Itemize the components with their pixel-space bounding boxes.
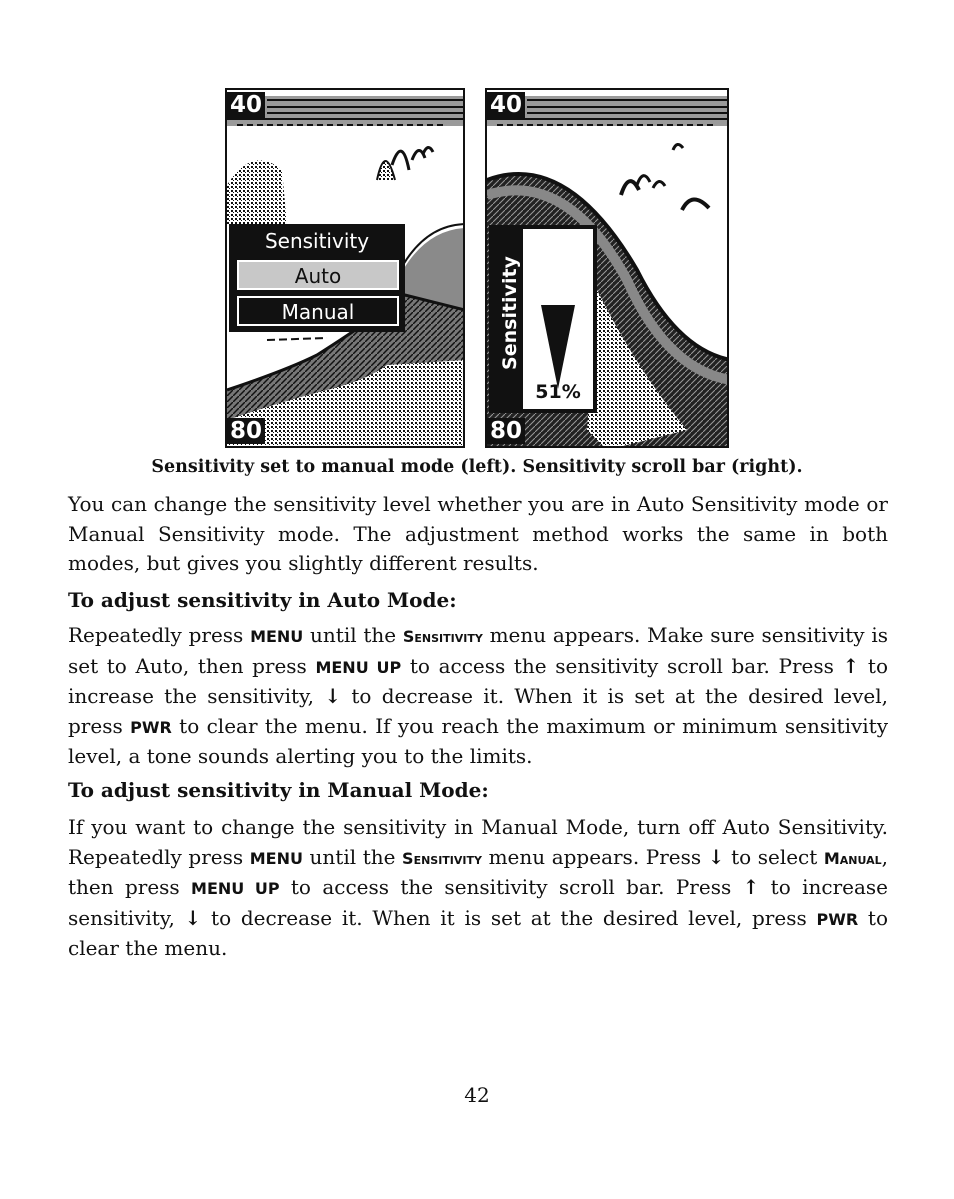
sonar-screen-right — [485, 88, 729, 448]
sonar-screen-left — [225, 88, 465, 448]
up-arrow-icon: ↑ — [842, 653, 860, 678]
text-run: menu appears. Make sure sensitivity is set to Auto, then press — [68, 623, 889, 678]
menu-name-sensitivity: Sensitivity — [402, 627, 483, 646]
text-run: until the — [303, 623, 403, 647]
text-run: until the — [302, 844, 403, 869]
key-menu: MENU — [250, 627, 304, 646]
intro-paragraph: You can change the sensitivity level whether you are in Auto Sensitivity mode or Manual Sensitivity mode. The adjustment method works the same in both modes, but gives you slightly different results. — [68, 492, 888, 575]
page-number: 42 — [464, 1083, 490, 1107]
text-run: Repeatedly press — [68, 623, 251, 647]
figure-caption: Sensitivity set to manual mode (left). Sensitivity scroll bar (right). — [151, 457, 803, 477]
key-menu: MENU — [249, 848, 303, 868]
depth-bottom-label: 80 — [227, 418, 265, 444]
text-run: to clear the menu. — [68, 905, 888, 960]
text-run: to access the sensitivity scroll bar. Press — [279, 875, 743, 899]
key-pwr: PWR — [130, 717, 172, 737]
text-run: menu appears. Press — [481, 844, 708, 869]
key-menu-up: MENU UP — [191, 879, 280, 898]
text-run: to decrease it. When it is set at the desired level, press — [68, 684, 889, 738]
depth-top-label: 40 — [227, 92, 265, 118]
text-run: to decrease it. When it is set at the desired level, press — [201, 905, 817, 930]
sensitivity-scroll-bar[interactable] — [489, 225, 597, 413]
sensitivity-menu — [229, 224, 405, 332]
text-run: to select — [724, 844, 824, 869]
manual-mode-heading: To adjust sensitivity in Manual Mode: — [68, 778, 489, 802]
sensitivity-menu-title: Sensitivity — [264, 229, 370, 253]
menu-name-manual: Manual — [823, 848, 882, 868]
depth-bottom-label: 80 — [487, 418, 525, 444]
key-pwr: PWR — [816, 909, 859, 929]
auto-mode-paragraph — [68, 621, 888, 772]
sensitivity-bar-track — [523, 229, 593, 409]
manual-mode-paragraph — [68, 813, 888, 964]
menu-option-auto[interactable]: Auto — [237, 260, 399, 290]
depth-top-label: 40 — [487, 92, 525, 118]
text-run: , then press — [68, 844, 888, 899]
text-run: to access the sensitivity scroll bar. Press — [401, 653, 843, 678]
up-arrow-icon: ↑ — [742, 875, 760, 899]
text-run: to clear the menu. If you reach the maximum or minimum sensitivity level, a tone sounds alerting you to the limits. — [68, 713, 888, 768]
text-run: to increase the sensitivity, — [68, 653, 889, 708]
text-run: to increase sensitivity, — [68, 875, 888, 930]
sensitivity-percent: 51% — [535, 381, 581, 403]
sensitivity-bar-label: Sensitivity — [499, 256, 521, 370]
down-arrow-icon: ↓ — [324, 684, 342, 708]
menu-option-manual[interactable]: Manual — [237, 296, 399, 326]
auto-mode-heading: To adjust sensitivity in Auto Mode: — [68, 588, 457, 612]
down-arrow-icon: ↓ — [184, 905, 202, 930]
down-arrow-icon: ↓ — [707, 844, 725, 869]
menu-name-sensitivity: Sensitivity — [402, 848, 482, 868]
key-menu-up: MENU UP — [315, 657, 402, 677]
text-run: If you want to change the sensitivity in Manual Mode, turn off Auto Sensitivity. Repeatedly press — [68, 815, 888, 869]
